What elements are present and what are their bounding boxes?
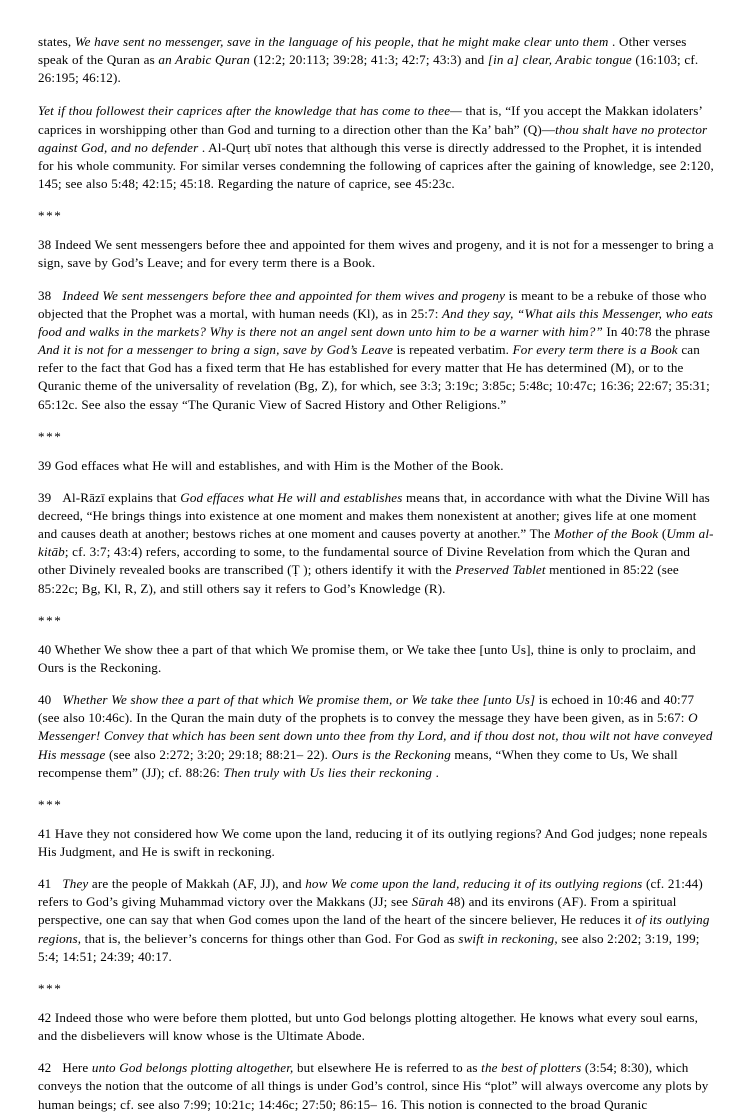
page-content: [38, 33, 719, 1114]
quoted-scripture: They: [62, 876, 89, 892]
body-text: is repeated verbatim.: [393, 342, 513, 358]
body-text: (16:103; cf. 26:195; 46:12).: [38, 52, 699, 86]
quoted-scripture: And it is not for a messenger to bring a sign, save by God’s Leave: [38, 342, 394, 358]
quoted-scripture: Ours is the Reckoning: [331, 746, 451, 762]
body-text: means that, in accordance with what the Divine Will has decreed, “He brings things into existence at one moment and makes them nonexistent at another; gives life at one moment and causes death at another; bestows riches at one moment and causes poverty at another.” The: [38, 489, 710, 542]
body-text: (cf. 21:44) refers to God’s giving Muhammad victory over the Makkans (JJ; see: [38, 876, 703, 910]
body-text: that is, the believer’s concerns for things other than God. For God as: [81, 930, 459, 946]
verse-paragraph: [38, 236, 719, 272]
section-separator: ***: [38, 428, 63, 444]
body-text: states,: [38, 34, 75, 49]
body-text: .: [432, 764, 440, 780]
quoted-scripture: Mother of the Book: [553, 526, 659, 542]
body-text: are the people of Makkah (AF, JJ), and: [88, 876, 306, 892]
section-separator: ***: [38, 980, 63, 996]
commentary-paragraph: [38, 489, 719, 598]
body-text: see also 2:202; 3:19, 199; 5:4; 14:51; 24:39; 40:17.: [38, 930, 700, 964]
body-text: . Other verses speak of the Quran as: [38, 34, 687, 68]
body-text: . Al-Qurṭ ubī notes that although this verse is directly addressed to the Prophet, it is intended for his whole community. For similar verses condemning the following of caprices after the gaining of knowledge, see 2:120, 145; see also 5:48; 42:15; 45:18. Regarding the nature of caprice, see 45:23c.: [38, 139, 714, 192]
body-text: (see also 2:272; 3:20; 29:18; 88:21– 22).: [105, 746, 332, 762]
quoted-scripture: And they say, “What ails this Messenger, who eats food and walks in the markets? Why is there not an angel sent down unto him to be a warner with him?”: [38, 305, 714, 339]
body-text: 42 Indeed those who were before them plotted, but unto God belongs plotting altogether. He knows what every soul earns, and the disbelievers will know whose is the Ultimate Abode.: [38, 1009, 699, 1044]
quoted-scripture: Umm al-kitāb: [38, 526, 714, 560]
quoted-scripture: Yet if thou followest their caprices after the knowledge that has come to thee—: [38, 103, 462, 119]
quoted-scripture: an Arabic Quran: [158, 52, 250, 68]
quoted-scripture: of its outlying regions,: [38, 912, 710, 946]
quoted-scripture: For every term there is a Book: [512, 342, 678, 358]
body-text: mentioned in 85:22 (see 85:22c; Bg, Kl, R, Z), and still others say it refers to God’s Knowledge (R).: [38, 562, 679, 596]
verse-paragraph: [38, 1009, 719, 1045]
commentary-paragraph: [38, 1059, 719, 1113]
section-separator: ***: [38, 796, 63, 812]
commentary-paragraph: [38, 102, 719, 193]
quoted-scripture: Sūrah: [411, 894, 444, 910]
body-text: 39: [38, 489, 52, 505]
body-text: (: [658, 526, 667, 542]
body-text: 41: [38, 876, 52, 892]
body-text: 41 Have they not considered how We come upon the land, reducing it of its outlying regions? And God judges; none repeals His Judgment, and He is swift in reckoning.: [38, 825, 708, 859]
commentary-paragraph: [38, 691, 719, 782]
quoted-scripture: Then truly with Us lies their reckoning: [223, 764, 433, 780]
section-separator: ***: [38, 612, 63, 628]
verse-paragraph: [38, 457, 719, 475]
quoted-scripture: We have sent no messenger, save in the language of his people, that he might make clear unto them: [74, 34, 609, 49]
quoted-scripture: unto God belongs plotting altogether,: [91, 1060, 294, 1076]
verse-paragraph: [38, 641, 719, 677]
quoted-scripture: Indeed We sent messengers before thee and appointed for them wives and progeny: [62, 287, 506, 303]
quoted-scripture: Preserved Tablet: [455, 562, 546, 578]
body-text: Al-Rāzī explains that: [62, 489, 181, 505]
body-text: Here: [62, 1060, 92, 1076]
body-text: 40 Whether We show thee a part of that which We promise them, or We take thee [unto Us], thine is only to proclaim, and Ours is the Reckoning.: [38, 641, 696, 675]
body-text: 40: [38, 692, 52, 708]
body-text: (3:54; 8:30), which conveys the notion that the outcome of all things is under God’s control, since His “plot” will always overcome any plots by human beings; cf. see also 7:99; 10:21c; 14:46c; 27:50; 86:15– 16. This notion is connected to the broad Quranic: [38, 1060, 709, 1112]
body-text: 39 God effaces what He will and establishes, and with Him is the Mother of the Book.: [38, 457, 504, 473]
quoted-scripture: O Messenger! Convey that which has been sent down unto thee from thy Lord, and if thou dost not, thou wilt not have conveyed His message: [38, 710, 713, 762]
body-text: (12:2; 20:113; 39:28; 41:3; 42:7; 43:3) and: [249, 52, 488, 68]
quoted-scripture: how We come upon the land, reducing it of its outlying regions: [305, 876, 643, 892]
body-text: 48) and its environs (AF). From a spiritual perspective, one can say that when God comes upon the land of the heart of the sincere believer, He reduces it: [38, 894, 677, 928]
body-text: is meant to be a rebuke of those who objected that the Prophet was a mortal, with human needs (Kl), as in 25:7:: [38, 287, 707, 321]
body-text: ; cf. 3:7; 43:4) refers, according to some, to the fundamental source of Divine Revelation from which the Quran and other Divinely revealed books are transcribed (Ṭ ); others identify it with the: [38, 544, 691, 578]
body-text: 42: [38, 1060, 52, 1076]
quoted-scripture: Whether We show thee a part of that which We promise them, or We take thee [unto Us]: [62, 692, 536, 708]
quoted-scripture: the best of plotters: [481, 1060, 582, 1076]
quoted-scripture: swift in reckoning,: [458, 930, 558, 946]
commentary-paragraph: [38, 33, 719, 87]
quoted-scripture: thou shalt have no protector against God, and no defender: [38, 121, 708, 155]
quoted-scripture: [in a] clear, Arabic tongue: [487, 52, 632, 68]
verse-paragraph: [38, 825, 719, 861]
quoted-scripture: God effaces what He will and establishes: [180, 489, 403, 505]
commentary-paragraph: [38, 287, 719, 414]
body-text: that is, “If you accept the Makkan idolaters’ caprices in worshipping other than God and turning to a direction other than the Ka’ bah” (Q)—: [38, 103, 703, 137]
body-text: 38 Indeed We sent messengers before thee and appointed for them wives and progeny, and it is not for a messenger to bring a sign, save by God’s Leave; and for every term there is a Book.: [38, 237, 714, 271]
section-separator: ***: [38, 208, 63, 224]
body-text: but elsewhere He is referred to as: [293, 1060, 482, 1076]
body-text: 38: [38, 287, 52, 303]
body-text: means, “When they come to Us, We shall recompense them” (JJ); cf. 88:26:: [38, 746, 678, 780]
body-text: is echoed in 10:46 and 40:77 (see also 10:46c). In the Quran the main duty of the prophets is to convey the message they have been given, as in 5:67:: [38, 692, 695, 726]
body-text: can refer to the fact that God has a fixed term that He has established for every matter that He has determined (M), or to the Quranic theme of the universality of revelation (Bg, Z), for which, see 3:3; 3:19c; 3:85c; 5:48c; 10:47c; 16:36; 22:67; 35:31; 65:12c. See also the essay “The Quranic View of Sacred History and Other Religions.”: [38, 342, 710, 412]
commentary-paragraph: [38, 875, 719, 966]
body-text: In 40:78 the phrase: [602, 323, 711, 339]
